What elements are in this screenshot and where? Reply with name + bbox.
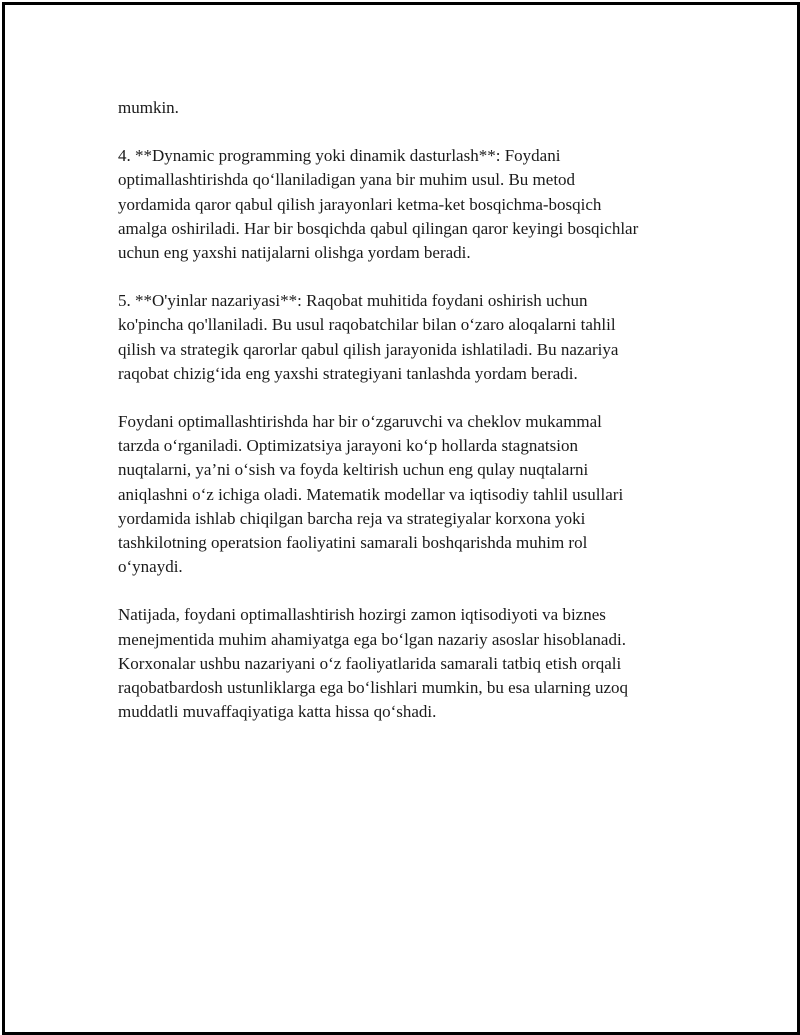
- text-line: ko'pincha qo'llaniladi. Bu usul raqobatchilar bilan o‘zaro aloqalarni tahlil: [118, 315, 616, 335]
- text-line: optimallashtirishda qo‘llaniladigan yana bir muhim usul. Bu metod: [118, 170, 576, 190]
- paragraph-game-theory: [118, 289, 688, 386]
- text-line: o‘ynaydi.: [118, 557, 183, 577]
- text-line: tashkilotning operatsion faoliyatini samarali boshqarishda muhim rol: [118, 533, 588, 553]
- text-line: muddatli muvaffaqiyatiga katta hissa qo‘shadi.: [118, 702, 437, 722]
- document-body: [118, 96, 688, 748]
- text-line: 4. **Dynamic programming yoki dinamik dasturlash**: Foydani: [118, 146, 561, 166]
- text-line: nuqtalarni, ya’ni o‘sish va foyda keltirish uchun eng qulay nuqtalarni: [118, 460, 589, 480]
- text-line: Foydani optimallashtirishda har bir o‘zgaruvchi va cheklov mukammal: [118, 412, 602, 432]
- text-line: yordamida qaror qabul qilish jarayonlari ketma-ket bosqichma-bosqich: [118, 194, 602, 214]
- paragraph-conclusion: [118, 603, 688, 724]
- text-line: Natijada, foydani optimallashtirish hozirgi zamon iqtisodiyoti va biznes: [118, 605, 606, 625]
- paragraph-optimization-summary: [118, 410, 688, 579]
- paragraph-dynamic-programming: [118, 144, 688, 265]
- text-line: qilish va strategik qarorlar qabul qilish jarayonida ishlatiladi. Bu nazariya: [118, 339, 619, 359]
- text-line: raqobat chizig‘ida eng yaxshi strategiyani tanlashda yordam beradi.: [118, 363, 578, 383]
- text-line: mumkin.: [118, 98, 179, 117]
- text-line: raqobatbardosh ustunliklarga ega bo‘lishlari mumkin, bu esa ularning uzoq: [118, 678, 629, 698]
- text-line: aniqlashni o‘z ichiga oladi. Matematik modellar va iqtisodiy tahlil usullari: [118, 484, 624, 504]
- text-line: Korxonalar ushbu nazariyani o‘z faoliyatlarida samarali tatbiq etish orqali: [118, 653, 622, 673]
- text-line: menejmentida muhim ahamiyatga ega bo‘lgan nazariy asoslar hisoblanadi.: [118, 629, 626, 649]
- paragraph-continuation: [118, 96, 688, 120]
- text-line: uchun eng yaxshi natijalarni olishga yordam beradi.: [118, 243, 471, 263]
- document-page: [2, 2, 800, 1035]
- text-line: amalga oshiriladi. Har bir bosqichda qabul qilingan qaror keyingi bosqichlar: [118, 218, 639, 238]
- text-line: 5. **O'yinlar nazariyasi**: Raqobat muhitida foydani oshirish uchun: [118, 291, 588, 311]
- text-line: yordamida ishlab chiqilgan barcha reja va strategiyalar korxona yoki: [118, 508, 586, 528]
- text-line: tarzda o‘rganiladi. Optimizatsiya jarayoni ko‘p hollarda stagnatsion: [118, 436, 578, 456]
